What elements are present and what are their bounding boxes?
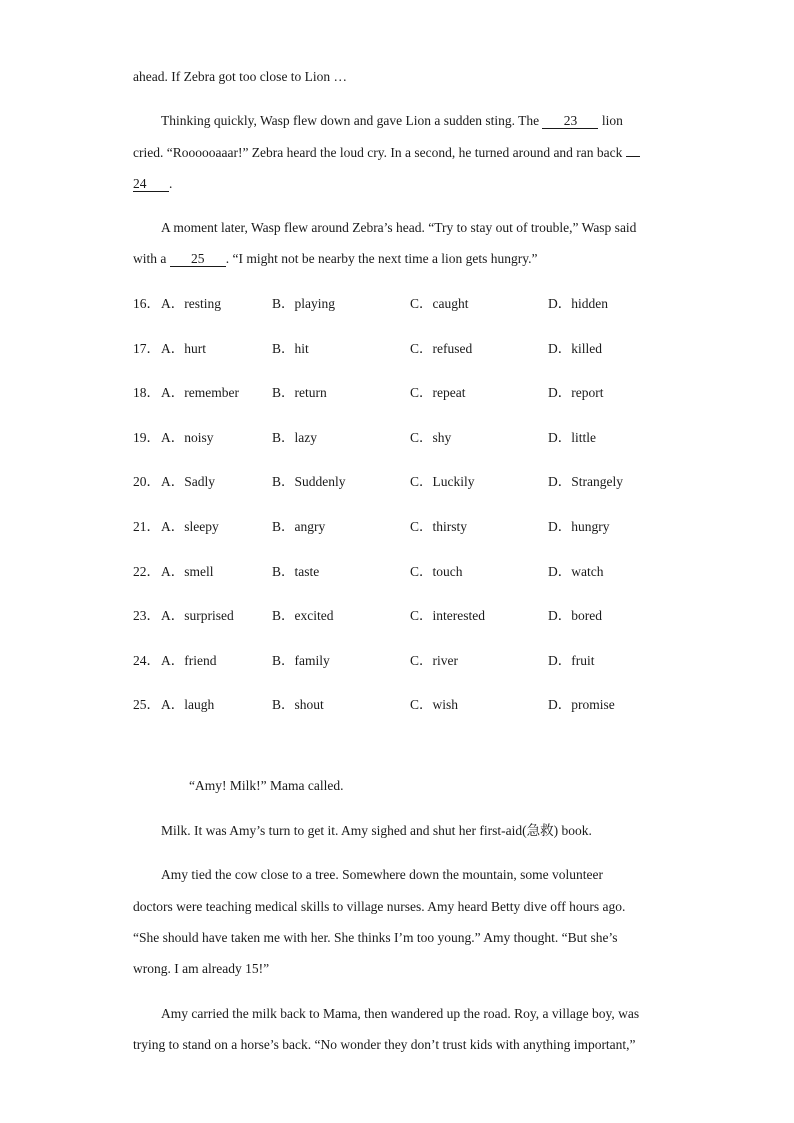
option-c: C．touch <box>410 564 463 579</box>
text-fragment: cried. “Roooooaaar!” Zebra heard the loud cry. In a second, he turned around and ran back <box>133 145 626 160</box>
option-a: A．resting <box>161 296 221 311</box>
option-c: C．interested <box>410 608 485 623</box>
passage2-line-1: “Amy! Milk!” Mama called. <box>189 778 344 793</box>
option-d: D．report <box>548 385 604 400</box>
option-c: C．caught <box>410 296 469 311</box>
passage2-line-7: Amy carried the milk back to Mama, then wandered up the road. Roy, a village boy, was <box>161 1006 640 1021</box>
option-b: B．shout <box>272 697 324 712</box>
option-d: D．little <box>548 430 596 445</box>
option-d: D．Strangely <box>548 474 623 489</box>
question-number: 23． <box>133 608 160 623</box>
option-c: C．river <box>410 653 458 668</box>
option-b: B．lazy <box>272 430 317 445</box>
passage1-paragraph2-line-2 <box>133 145 640 161</box>
option-c: C．refused <box>410 341 473 356</box>
option-b: B．family <box>272 653 330 668</box>
option-b: B．hit <box>272 341 309 356</box>
option-b: B．taste <box>272 564 320 579</box>
option-d: D．hidden <box>548 296 608 311</box>
option-d: D．promise <box>548 697 615 712</box>
option-b: B．angry <box>272 519 326 534</box>
question-number: 22． <box>133 564 160 579</box>
question-number: 17． <box>133 341 160 356</box>
question-number: 20． <box>133 474 160 489</box>
option-b: B．excited <box>272 608 334 623</box>
option-d: D．bored <box>548 608 602 623</box>
passage2-line-5: “She should have taken me with her. She thinks I’m too young.” Amy thought. “But she’s <box>133 930 618 945</box>
question-number: 24． <box>133 653 160 668</box>
option-a: A．Sadly <box>161 474 215 489</box>
option-d: D．watch <box>548 564 604 579</box>
passage1-paragraph2-line-3 <box>133 176 172 192</box>
passage2-line-8: trying to stand on a horse’s back. “No wonder they don’t trust kids with anything important,” <box>133 1037 636 1052</box>
text-fragment: with a <box>133 251 170 266</box>
blank-24-start <box>626 156 640 157</box>
passage2-line-2: Milk. It was Amy’s turn to get it. Amy sighed and shut her first-aid(急救) book. <box>161 823 592 838</box>
option-c: C．repeat <box>410 385 466 400</box>
option-d: D．hungry <box>548 519 610 534</box>
option-b: B．playing <box>272 296 335 311</box>
question-number: 25． <box>133 697 160 712</box>
option-d: D．killed <box>548 341 602 356</box>
option-a: A．surprised <box>161 608 234 623</box>
option-b: B．return <box>272 385 327 400</box>
option-a: A．smell <box>161 564 214 579</box>
blank-24: 24 <box>133 177 169 192</box>
passage2-line-4: doctors were teaching medical skills to village nurses. Amy heard Betty dive off hours ago. <box>133 899 626 914</box>
question-number: 19． <box>133 430 160 445</box>
option-c: C．Luckily <box>410 474 475 489</box>
option-c: C．wish <box>410 697 459 712</box>
passage2-line-6: wrong. I am already 15!” <box>133 961 270 976</box>
text-fragment: lion <box>598 113 623 128</box>
blank-23: 23 <box>542 114 598 129</box>
option-c: C．shy <box>410 430 452 445</box>
question-number: 18． <box>133 385 160 400</box>
option-c: C．thirsty <box>410 519 468 534</box>
option-d: D．fruit <box>548 653 595 668</box>
text-fragment: . “I might not be nearby the next time a lion gets hungry.” <box>225 251 538 266</box>
passage1-paragraph2-line-1 <box>161 113 623 129</box>
passage1-paragraph3-line-1: A moment later, Wasp flew around Zebra’s head. “Try to stay out of trouble,” Wasp said <box>161 220 637 235</box>
option-a: A．remember <box>161 385 239 400</box>
text-fragment: Thinking quickly, Wasp flew down and gave Lion a sudden sting. The <box>161 113 543 128</box>
option-b: B．Suddenly <box>272 474 346 489</box>
passage2-line-3: Amy tied the cow close to a tree. Somewhere down the mountain, some volunteer <box>161 867 604 882</box>
passage1-line-1: ahead. If Zebra got too close to Lion … <box>133 69 348 84</box>
option-a: A．sleepy <box>161 519 219 534</box>
option-a: A．friend <box>161 653 217 668</box>
blank-25: 25 <box>170 252 226 267</box>
option-a: A．laugh <box>161 697 215 712</box>
passage1-paragraph3-line-2 <box>133 251 538 267</box>
question-number: 21． <box>133 519 160 534</box>
option-a: A．noisy <box>161 430 214 445</box>
question-number: 16． <box>133 296 160 311</box>
text-fragment: . <box>169 176 173 191</box>
option-a: A．hurt <box>161 341 206 356</box>
